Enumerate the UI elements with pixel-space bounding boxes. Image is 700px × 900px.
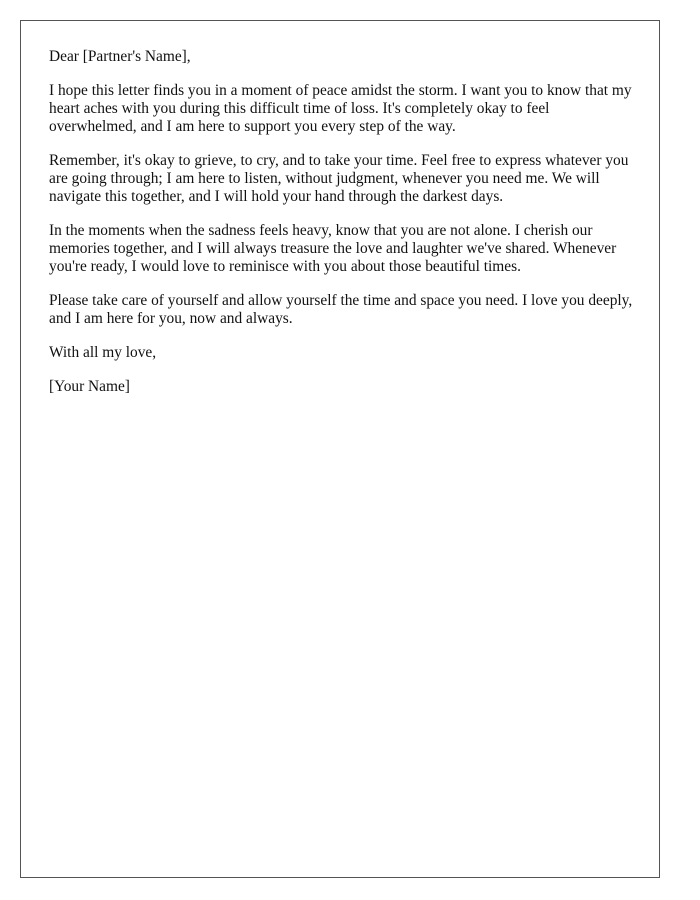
salutation: Dear [Partner's Name],: [49, 48, 191, 65]
letter-page: [20, 20, 660, 878]
letter-paragraph-4: Please take care of yourself and allow yourself the time and space you need. I love you deeply, and I am here for you, now and always.: [49, 292, 633, 327]
letter-paragraph-2: Remember, it's okay to grieve, to cry, and to take your time. Feel free to express whatever you are going through; I am here to listen, without judgment, whenever you need me. We will navigate this together, and I will hold your hand through the darkest days.: [49, 152, 629, 205]
closing: With all my love,: [49, 344, 157, 361]
letter-paragraph-1: I hope this letter finds you in a moment of peace amidst the storm. I want you to know that my heart aches with you during this difficult time of loss. It's completely okay to feel overwhelmed, and I am here to support you every step of the way.: [49, 82, 632, 135]
letter-paragraph-3: In the moments when the sadness feels heavy, know that you are not alone. I cherish our memories together, and I will always treasure the love and laughter we've shared. Whenever you're ready, I would love to reminisce with you about those beautiful times.: [49, 222, 617, 275]
signature: [Your Name]: [49, 378, 130, 395]
letter-body: [49, 48, 639, 412]
